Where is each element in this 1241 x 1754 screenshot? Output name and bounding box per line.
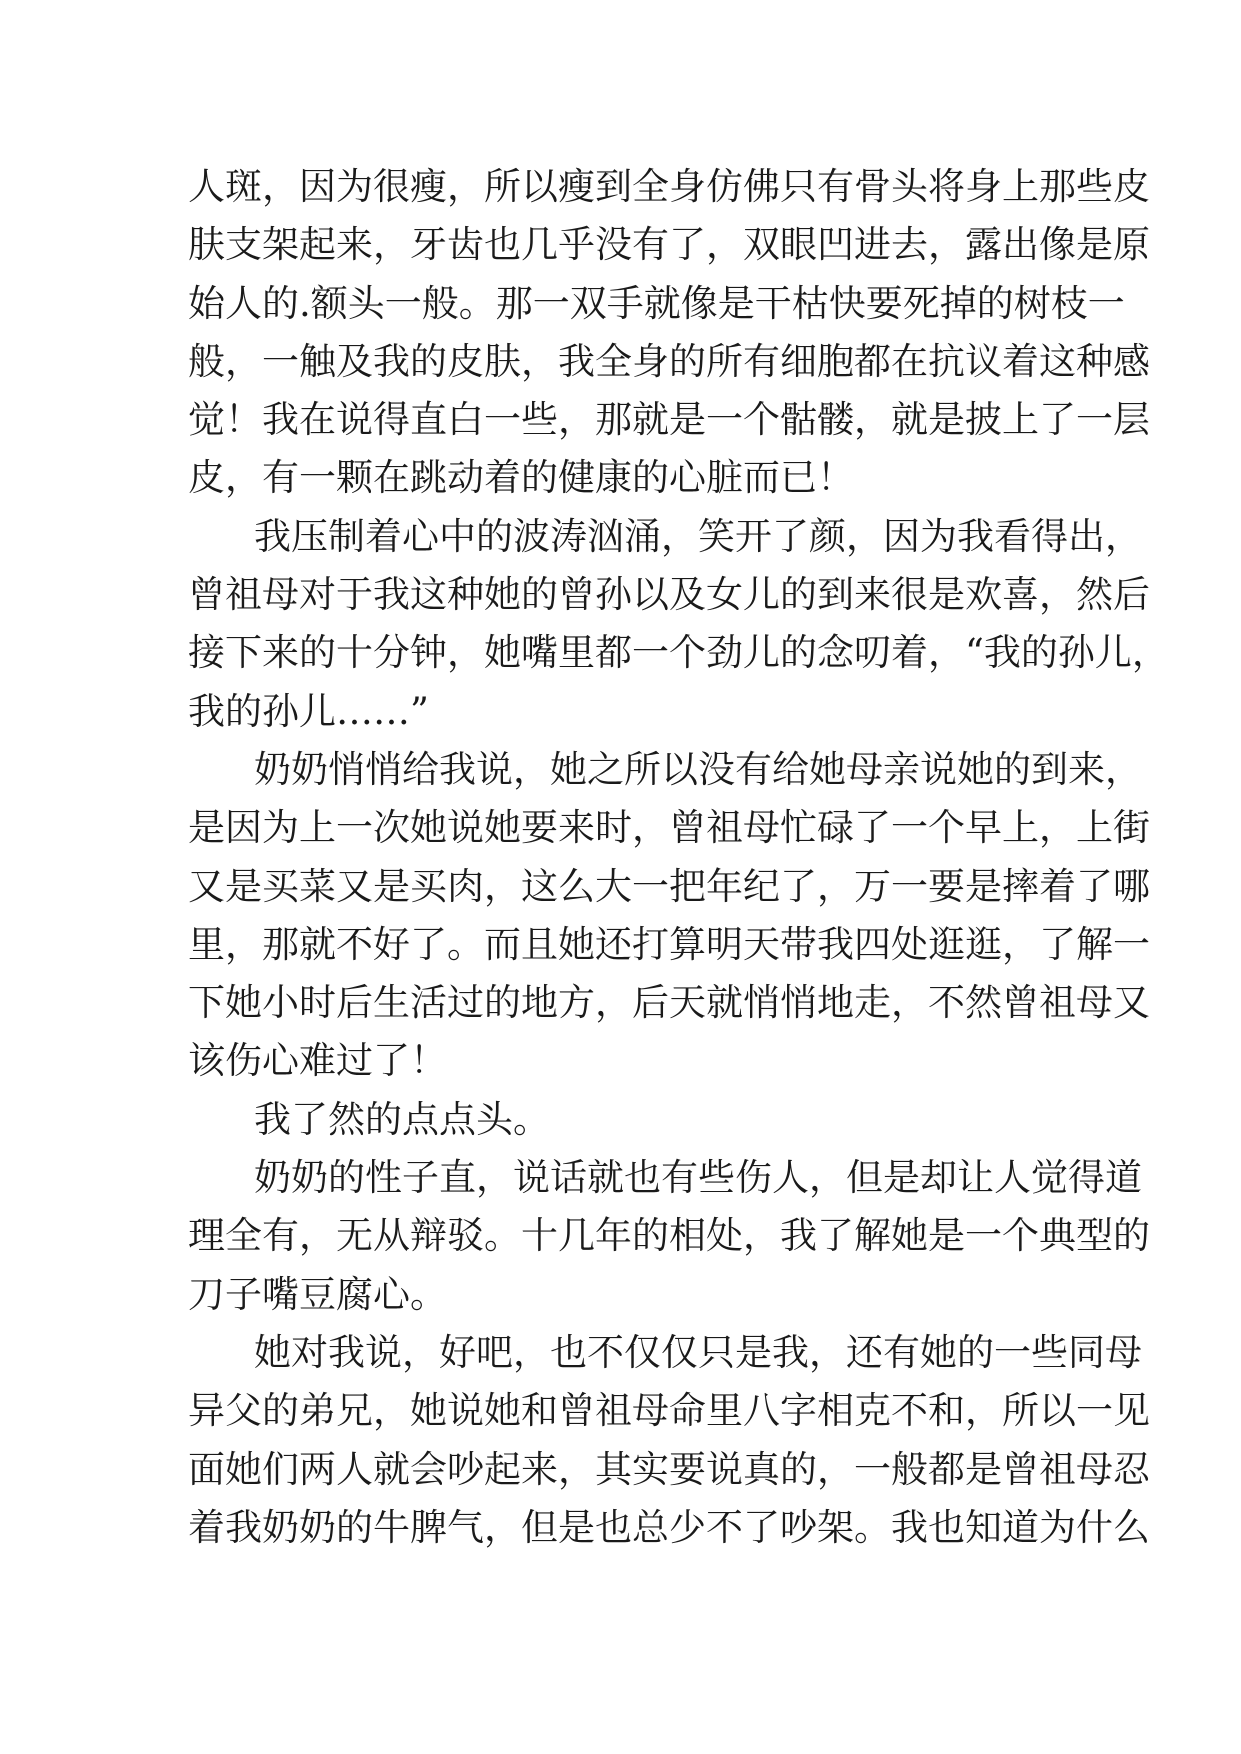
text-line: 始人的.额头一般。那一双手就像是干枯快要死掉的树枝一 (188, 281, 1125, 325)
text-line: 皮，有一颗在跳动着的健康的心脏而已！ (188, 456, 854, 500)
text-line: 刀子嘴豆腐心。 (188, 1272, 447, 1316)
text-line: 异父的弟兄，她说她和曾祖母命里八字相克不和，所以一见 (188, 1389, 1150, 1433)
paragraph-first-line: 我了然的点点头。 (254, 1097, 550, 1141)
text-line: 面她们两人就会吵起来，其实要说真的，一般都是曾祖母忍 (188, 1447, 1150, 1491)
text-line: 般，一触及我的皮肤，我全身的所有细胞都在抗议着这种感 (188, 339, 1150, 383)
text-line: 人斑，因为很瘦，所以瘦到全身仿佛只有骨头将身上那些皮 (188, 165, 1150, 208)
text-line: 接下来的十分钟，她嘴里都一个劲儿的念叨着，“我的孙儿， (188, 631, 1169, 675)
text-line: 又是买菜又是买肉，这么大一把年纪了，万一要是摔着了哪 (188, 864, 1150, 908)
text-line: 我的孙儿……” (188, 689, 429, 733)
text-line: 该伤心难过了！ (188, 1039, 447, 1083)
text-line: 着我奶奶的牛脾气，但是也总少不了吵架。我也知道为什么 (188, 1505, 1150, 1549)
paragraph-first-line: 奶奶悄悄给我说，她之所以没有给她母亲说她的到来， (254, 747, 1142, 791)
text-line: 理全有，无从辩驳。十几年的相处，我了解她是一个典型的 (188, 1214, 1150, 1258)
paragraph-first-line: 她对我说，好吧，也不仅仅只是我，还有她的一些同母 (254, 1330, 1142, 1374)
text-line: 曾祖母对于我这种她的曾孙以及女儿的到来很是欢喜，然后 (188, 573, 1150, 617)
paragraph-first-line: 奶奶的性子直，说话就也有些伤人，但是却让人觉得道 (254, 1156, 1142, 1200)
text-line: 肤支架起来，牙齿也几乎没有了，双眼凹进去，露出像是原 (188, 223, 1150, 267)
text-line: 是因为上一次她说她要来时，曾祖母忙碌了一个早上，上街 (188, 806, 1150, 850)
paragraph-first-line: 我压制着心中的波涛汹涌，笑开了颜，因为我看得出， (254, 514, 1142, 558)
body-text (188, 158, 1169, 1557)
text-line: 觉！我在说得直白一些，那就是一个骷髅，就是披上了一层 (188, 398, 1150, 442)
text-line: 下她小时后生活过的地方，后天就悄悄地走，不然曾祖母又 (188, 981, 1150, 1025)
text-line: 里，那就不好了。而且她还打算明天带我四处逛逛，了解一 (188, 922, 1150, 966)
